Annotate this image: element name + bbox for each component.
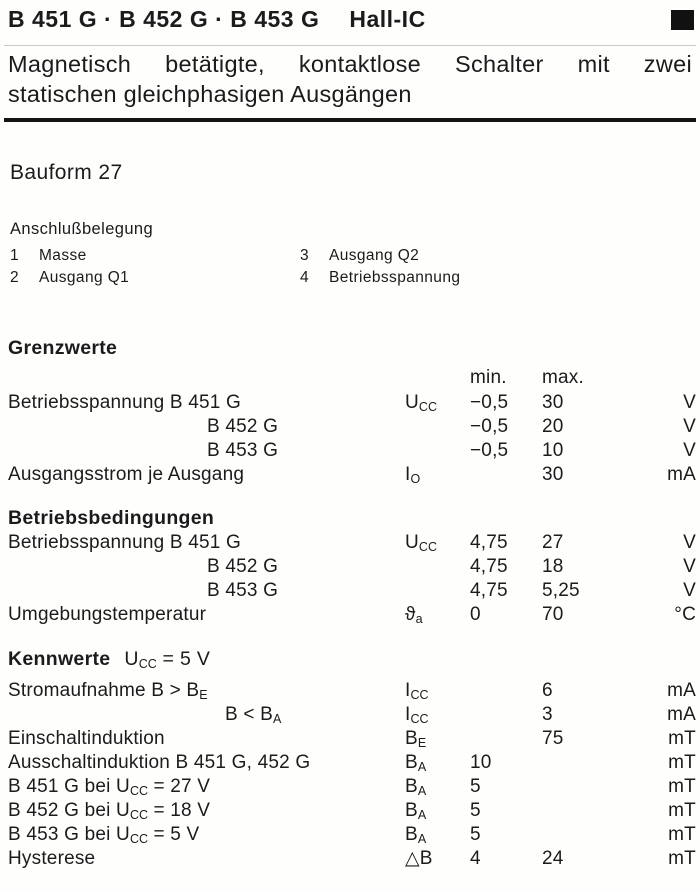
- pinout-list: [10, 247, 692, 291]
- symbol: $B_E$: [405, 728, 427, 750]
- unit: mT: [668, 776, 696, 797]
- max-value: 30: [542, 392, 564, 413]
- row-label: B 453 G bei U: [8, 824, 130, 845]
- pin-number: 2: [10, 269, 20, 286]
- max-value: 18: [542, 556, 564, 577]
- row-label: B 453 G: [207, 580, 279, 601]
- header-divider-thick: [4, 118, 696, 122]
- table-row: Stromaufnahme $B > B_E$ $I_{CC}$ 6 mA: [8, 679, 696, 703]
- table-row: B 451 G bei $U_{CC} = 27$ V $B_A$ 5 mT: [8, 775, 696, 799]
- symbol: $B_A$: [405, 752, 427, 774]
- unit: V: [683, 392, 696, 413]
- subtitle-line-2: statischen gleichphasigen Ausgängen: [8, 81, 412, 107]
- pin-item: [10, 269, 300, 291]
- pin-item: [10, 247, 300, 269]
- unit: V: [683, 580, 696, 601]
- min-value: 4: [470, 848, 481, 869]
- row-label: Hysterese: [8, 848, 96, 869]
- table-row: [8, 531, 696, 555]
- pin-number: 4: [300, 269, 310, 286]
- symbol: △B: [405, 848, 433, 869]
- section-heading: Kennwerte $U_{CC} = 5$ V: [8, 648, 211, 671]
- pin-number: 1: [10, 247, 20, 264]
- table-row: [8, 391, 696, 415]
- section-heading: Grenzwerte: [8, 337, 118, 359]
- unit: mA: [667, 704, 696, 725]
- max-value: 6: [542, 680, 553, 701]
- unit: V: [683, 416, 696, 437]
- section-heading: Betriebsbedingungen: [8, 507, 215, 529]
- min-value: 4,75: [470, 556, 508, 577]
- row-label: B 452 G bei U: [8, 800, 130, 821]
- min-value: [470, 463, 542, 491]
- row-label: B 452 G: [207, 556, 279, 577]
- table-row: [8, 463, 696, 487]
- symbol: $B_A$: [405, 776, 427, 798]
- col-header-max: max.: [542, 367, 584, 388]
- pin-label: Betriebsspannung: [329, 269, 461, 286]
- section-grenzwerte: [8, 336, 696, 487]
- row-label: B 452 G: [207, 416, 279, 437]
- unit: V: [683, 556, 696, 577]
- min-value: 4,75: [470, 580, 508, 601]
- table-row: [8, 727, 696, 751]
- min-value: 10: [470, 752, 492, 773]
- symbol: $I_{CC}$: [405, 680, 429, 702]
- section-betriebsbedingungen: [8, 506, 696, 627]
- unit: °C: [674, 604, 696, 625]
- bauform-label: Bauform 27: [10, 161, 123, 184]
- min-value: −0,5: [470, 392, 509, 413]
- unit: mT: [668, 800, 696, 821]
- unit: mT: [668, 848, 696, 869]
- min-value: 5: [470, 776, 481, 797]
- min-value: 5: [470, 824, 481, 845]
- page-title: [8, 6, 692, 33]
- pin-item: [300, 269, 692, 291]
- max-value: 70: [542, 604, 564, 625]
- symbol: $B_A$: [405, 800, 427, 822]
- row-label: Betriebsspannung B 451 G: [8, 392, 241, 413]
- table-row: [8, 751, 696, 775]
- col-header-min: min.: [470, 367, 507, 388]
- min-value: −0,5: [470, 416, 509, 437]
- unit: mA: [667, 680, 696, 701]
- pin-label: Masse: [39, 247, 87, 264]
- row-label: B 451 G bei U: [8, 776, 130, 797]
- table-row: B 453 G bei $U_{CC} = 5$ V $B_A$ 5 mT: [8, 823, 696, 847]
- row-label: Ausschaltinduktion B 451 G, 452 G: [8, 752, 311, 773]
- heading-bold: Kennwerte: [8, 648, 111, 670]
- unit: mT: [668, 752, 696, 773]
- table-row: [8, 603, 696, 627]
- pinout-heading: Anschlußbelegung: [10, 220, 154, 238]
- table-row: [8, 439, 696, 463]
- device-names: B 451 G · B 452 G · B 453 G: [8, 6, 320, 32]
- section-kennwerte: [8, 647, 696, 871]
- max-value: 75: [542, 728, 564, 749]
- row-label: Stromaufnahme B > B: [8, 680, 200, 701]
- symbol: $I_{CC}$: [405, 704, 429, 726]
- table-row: [8, 555, 696, 579]
- subtitle-line-1: Magnetisch betätigte, kontaktlose Schalter mit zwei: [8, 51, 692, 77]
- pin-item: [300, 247, 692, 269]
- symbol: $U_{CC}$: [405, 392, 437, 414]
- symbol: $I_O$: [405, 464, 421, 486]
- table-row: [8, 847, 696, 871]
- symbol: $U_{CC}$: [405, 532, 437, 554]
- symbol: $ϑ_a$: [405, 604, 423, 626]
- table-row: B 452 G bei $U_{CC} = 18$ V $B_A$ 5 mT: [8, 799, 696, 823]
- row-label: Einschaltinduktion: [8, 728, 165, 749]
- row-label: Umgebungstemperatur: [8, 604, 207, 625]
- unit: V: [683, 532, 696, 553]
- table-row: [8, 415, 696, 439]
- table-row: $B < B_A$ $I_{CC}$ 3 mA: [8, 703, 696, 727]
- min-value: 0: [470, 604, 481, 625]
- min-value: 4,75: [470, 532, 508, 553]
- table-row: [8, 579, 696, 603]
- row-label: B 453 G: [207, 440, 279, 461]
- row-label: B < B: [225, 704, 273, 725]
- unit: mT: [668, 728, 696, 749]
- device-type: Hall-IC: [349, 6, 426, 32]
- max-value: 27: [542, 532, 564, 553]
- unit: V: [683, 440, 696, 461]
- max-value: 20: [542, 416, 564, 437]
- max-value: 24: [542, 848, 564, 869]
- min-value: 5: [470, 800, 481, 821]
- max-value: 30: [542, 464, 564, 485]
- column-header-row: [8, 365, 696, 391]
- symbol: $B_A$: [405, 824, 427, 846]
- row-label: Ausgangsstrom je Ausgang: [8, 464, 245, 485]
- max-value: 10: [542, 440, 564, 461]
- corner-mark-icon: [671, 10, 694, 30]
- unit: mA: [667, 464, 696, 485]
- max-value: 5,25: [542, 580, 580, 601]
- unit: mT: [668, 824, 696, 845]
- max-value: 3: [542, 704, 553, 725]
- row-label: Betriebsspannung B 451 G: [8, 532, 241, 553]
- min-value: −0,5: [470, 440, 509, 461]
- pin-number: 3: [300, 247, 310, 264]
- header-divider-thin: [4, 45, 696, 46]
- pin-label: Ausgang Q1: [39, 269, 130, 286]
- pin-label: Ausgang Q2: [329, 247, 420, 264]
- page-subtitle: [8, 49, 692, 109]
